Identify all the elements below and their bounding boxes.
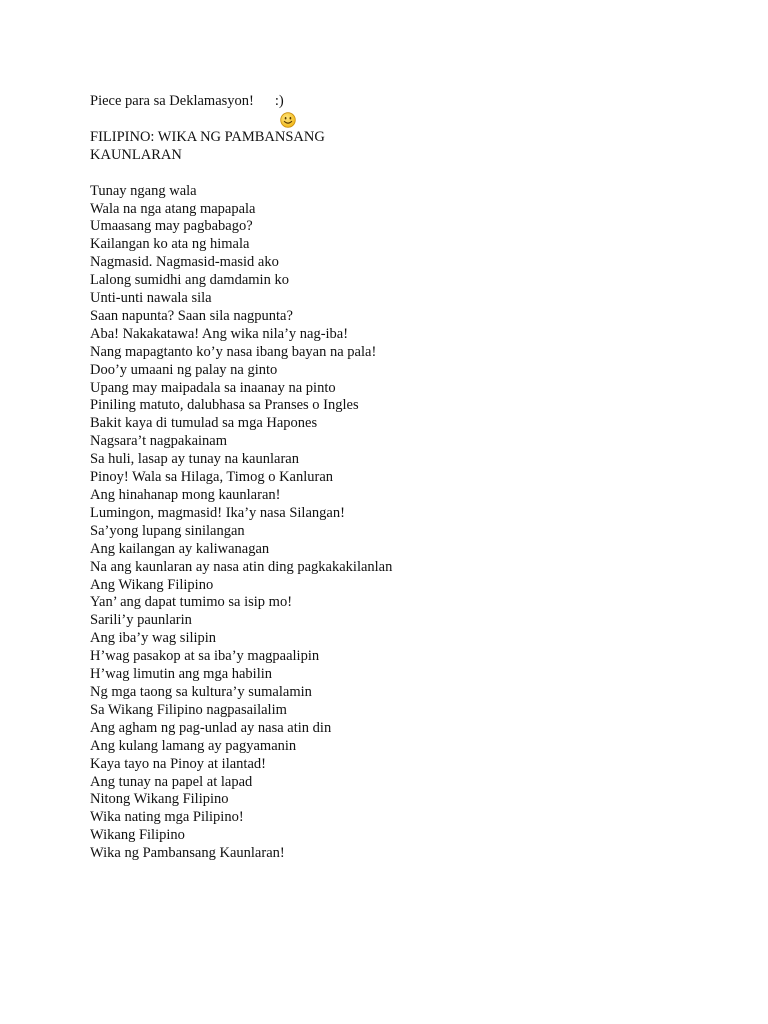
poem-line: Nitong Wikang Filipino [90,791,229,808]
poem-line: Bakit kaya di tumulad sa mga Hapones [90,415,318,432]
poem-line: Ang kailangan ay kaliwanagan [90,540,270,557]
poem-line: Wika ng Pambansang Kaunlaran! [90,845,285,862]
poem-line: Wala na nga atang mapapala [90,200,256,217]
poem-body [90,183,710,863]
poem-line: Saan napunta? Saan sila nagpunta? [90,307,293,324]
poem-line: Sa’yong lupang sinilangan [90,522,245,539]
intro-text: Piece para sa Deklamasyon! [90,93,254,109]
poem-line: Ang Wikang Filipino [90,576,214,593]
poem-line: Doo’y umaani ng palay na ginto [90,361,278,378]
poem-line: Lumingon, magmasid! Ika’y nasa Silangan! [90,504,345,521]
poem-line: Ang agham ng pag-unlad ay nasa atin din [90,719,332,736]
poem-line: Piniling matuto, dalubhasa sa Pranses o Ingles [90,397,359,414]
poem-line: Nagsara’t nagpakainam [90,433,228,450]
poem-line: H’wag pasakop at sa iba’y magpaalipin [90,648,320,665]
poem-line: Ang iba’y wag silipin [90,630,217,647]
poem-title [90,129,710,165]
poem-line: Wika nating mga Pilipino! [90,809,244,826]
poem-line: Wikang Filipino [90,827,185,844]
intro-suffix: :) [274,93,284,109]
title-line: KAUNLARAN [90,146,182,163]
intro-line [90,93,710,111]
poem-line: Umaasang may pagbabago? [90,218,253,235]
poem-line: Sarili’y paunlarin [90,612,192,629]
poem-line: Lalong sumidhi ang damdamin ko [90,272,289,289]
poem-line: Tunay ngang wala [90,182,197,199]
poem-line: Nang mapagtanto ko’y nasa ibang bayan na pala! [90,343,377,360]
poem-line: Ng mga taong sa kultura’y sumalamin [90,683,312,700]
poem-line: Sa Wikang Filipino nagpasailalim [90,701,287,718]
title-line: FILIPINO: WIKA NG PAMBANSANG [90,128,325,145]
poem-line: Na ang kaunlaran ay nasa atin ding pagkakakilanlan [90,558,393,575]
poem-line: Unti-unti nawala sila [90,290,212,307]
poem-line: Kailangan ko ata ng himala [90,236,250,253]
poem-line: Nagmasid. Nagmasid-masid ako [90,254,279,271]
poem-line: Ang kulang lamang ay pagyamanin [90,737,297,754]
poem-line: Pinoy! Wala sa Hilaga, Timog o Kanluran [90,469,334,486]
poem-line: Upang may maipadala sa inaanay na pinto [90,379,336,396]
document-page [90,93,710,863]
poem-line: Ang tunay na papel at lapad [90,773,253,790]
poem-line: Ang hinahanap mong kaunlaran! [90,487,281,504]
smiley-face-icon [258,94,274,110]
poem-line: Yan’ ang dapat tumimo sa isip mo! [90,594,293,611]
poem-line: Sa huli, lasap ay tunay na kaunlaran [90,451,299,468]
poem-line: H’wag limutin ang mga habilin [90,666,273,683]
poem-line: Kaya tayo na Pinoy at ilantad! [90,755,266,772]
poem-line: Aba! Nakakatawa! Ang wika nila’y nag-iba! [90,325,349,342]
